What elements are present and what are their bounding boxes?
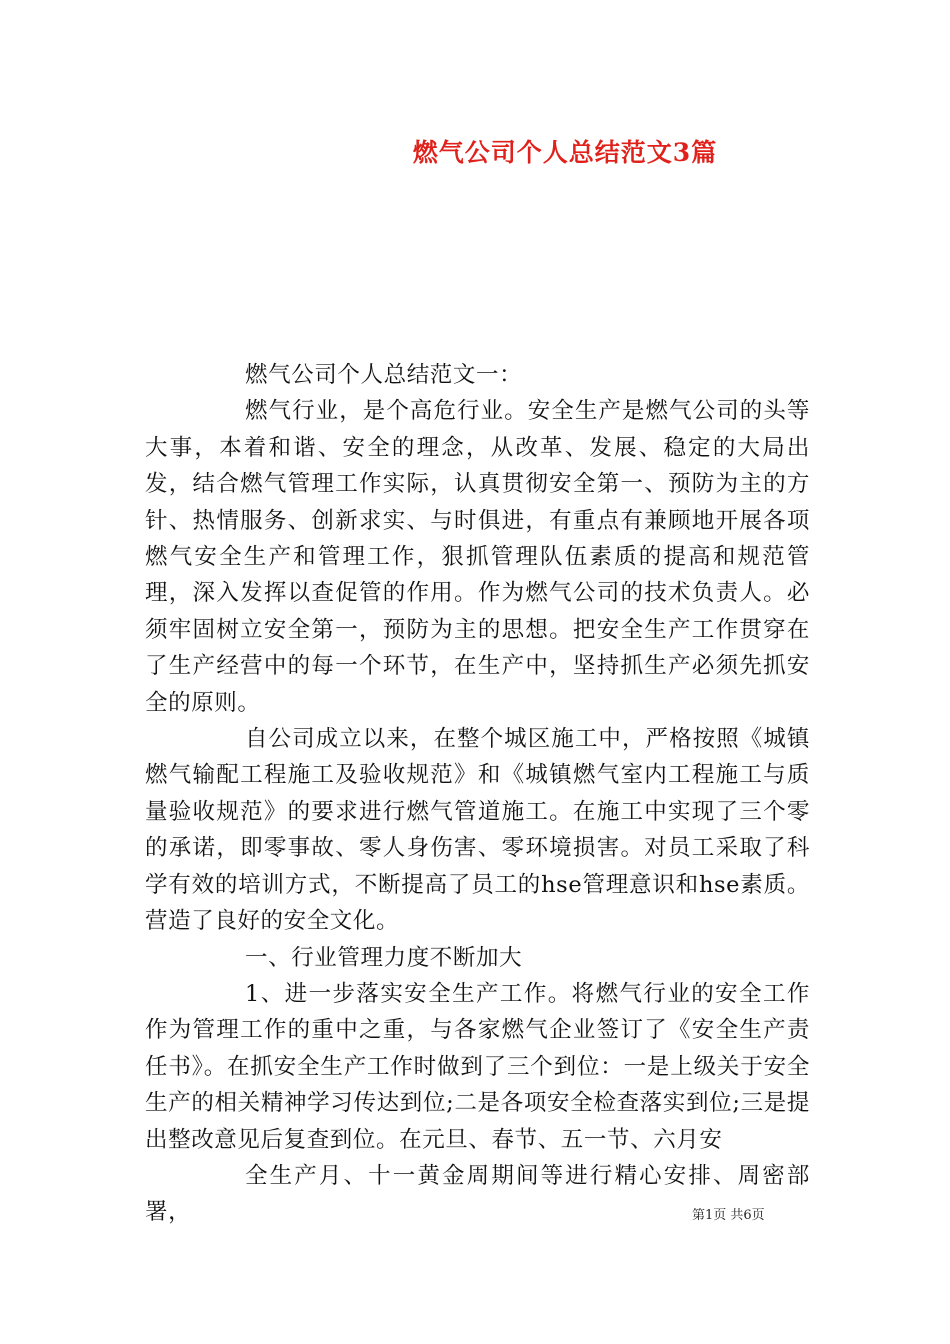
section-heading: 一、行业管理力度不断加大 (245, 944, 523, 971)
document-title: 燃气公司个人总结范文3篇 (412, 138, 718, 167)
paragraph: 燃气公司个人总结范文一： (245, 362, 523, 388)
paragraph: 全生产月、十一黄金周期间等进行精心安排、周密部署， (145, 1162, 810, 1226)
document-body (145, 357, 810, 1231)
paragraph: 自公司成立以来，在整个城区施工中，严格按照《城镇燃气输配工程施工及验收规范》和《城镇燃气室内工程施工与质量验收规范》的要求进行燃气管道施工。在施工中实现了三个零的承诺，即零事故、零人身伤害、零环境损害。对员工采取了科学有效的培训方式，不断提高了员工的hse管理意识和hse素质。营造了良好的安全文化。 (145, 726, 810, 935)
page-number: 第1页 共6页 (692, 1208, 765, 1223)
paragraph: 1、进一步落实安全生产工作。将燃气行业的安全工作作为管理工作的重中之重，与各家燃气企业签订了《安全生产责任书》。在抓安全生产工作时做到了三个到位：一是上级关于安全生产的相关精神学习传达到位;二是各项安全检查落实到位;三是提出整改意见后复查到位。在元旦、春节、五一节、六月安 (145, 980, 810, 1153)
paragraph: 燃气行业，是个高危行业。安全生产是燃气公司的头等大事，本着和谐、安全的理念，从改革、发展、稳定的大局出发，结合燃气管理工作实际，认真贯彻安全第一、预防为主的方针、热情服务、创新求实、与时俱进，有重点有兼顾地开展各项燃气安全生产和管理工作，狠抓管理队伍素质的提高和规范管理，深入发挥以查促管的作用。作为燃气公司的技术负责人。必须牢固树立安全第一，预防为主的思想。把安全生产工作贯穿在了生产经营中的每一个环节，在生产中，坚持抓生产必须先抓安全的原则。 (145, 398, 810, 716)
